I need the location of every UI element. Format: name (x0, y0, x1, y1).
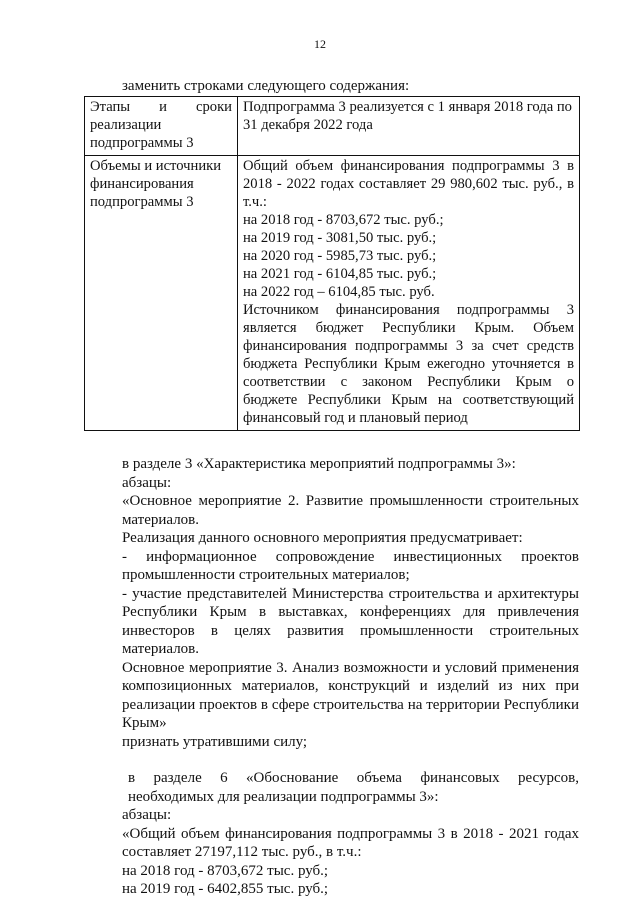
funding-value-cell (238, 156, 580, 431)
bullet-exhibitions: - участие представителей Министерства строительства и архитектуры Республики Крым в выставках, конференциях для привлечения инвесторов в целях развития промышленности строительных материалов. (122, 585, 579, 657)
measure2-paragraph: «Основное мероприятие 2. Развитие промышленности строительных материалов. (122, 493, 579, 528)
year-2019-line: на 2019 год - 6402,855 тыс. руб.; (122, 881, 329, 897)
intro-text: заменить строками следующего содержания: (122, 78, 410, 94)
total-2018-2021-paragraph: «Общий объем финансирования подпрограммы 3 в 2018 - 2021 годах составляет 27197,112 тыс. руб., в т.ч.: (122, 825, 579, 860)
measure3-paragraph: Основное мероприятие 3. Анализ возможности и условий применения композиционных материалов, конструкций и изделий из них при реализации проектов в сфере строительства на территории Республики Крым» (122, 659, 579, 731)
program-parameters-table (84, 96, 580, 431)
bullet-info-support: - информационное сопровождение инвестиционных проектов промышленности строительных материалов; (122, 548, 579, 583)
body-text (87, 455, 579, 899)
implementation-paragraph: Реализация данного основного мероприятия предусматривает: (122, 530, 523, 546)
funding-year-2022: на 2022 год – 6104,85 тыс. руб. (243, 284, 435, 300)
funding-label-cell (85, 156, 238, 431)
funding-label: Объемы и источники финансирования подпрограммы 3 (90, 158, 222, 210)
funding-year-2019: на 2019 год - 3081,50 тыс. руб.; (243, 230, 437, 246)
stages-label-cell (85, 97, 238, 156)
year-2018-line: на 2018 год - 8703,672 тыс. руб.; (122, 862, 329, 879)
paragraphs-label-2: абзацы: (122, 807, 172, 823)
stages-label-line2: реализации подпрограммы 3 (90, 117, 194, 151)
invalidation-text: признать утратившими силу; (122, 733, 308, 750)
stages-value-cell (238, 97, 580, 156)
funding-year-2018: на 2018 год - 8703,672 тыс. руб.; (243, 212, 444, 228)
table-row-funding (85, 156, 580, 431)
funding-sources: Источником финансирования подпрограммы 3 является бюджет Республики Крым. Объем финансирования подпрограммы 3 за счет средств бюджета Республики Крым ежегодно уточняется в соответствии с законом Республики Крым о бюджете Республики Крым на соответствующий финансовый год и плановый период (243, 302, 574, 426)
section6-heading: в разделе 6 «Обоснование объема финансовых ресурсов, необходимых для реализации подпрограммы 3»: (128, 770, 579, 805)
funding-total: Общий объем финансирования подпрограммы 3 в 2018 - 2022 годах составляет 29 980,602 тыс. руб., в т.ч.: (243, 158, 574, 210)
funding-year-2021: на 2021 год - 6104,85 тыс. руб.; (243, 266, 437, 282)
stages-value: Подпрограмма 3 реализуется с 1 января 2018 года по 31 декабря 2022 года (243, 99, 572, 133)
stages-label-line1: Этапы и сроки (90, 99, 232, 115)
table-row-stages (85, 97, 580, 156)
page-number: 12 (314, 37, 326, 51)
paragraphs-label: абзацы: (122, 474, 172, 491)
section3-heading: в разделе 3 «Характеристика мероприятий подпрограммы 3»: (122, 456, 516, 472)
funding-year-2020: на 2020 год - 5985,73 тыс. руб.; (243, 248, 437, 264)
